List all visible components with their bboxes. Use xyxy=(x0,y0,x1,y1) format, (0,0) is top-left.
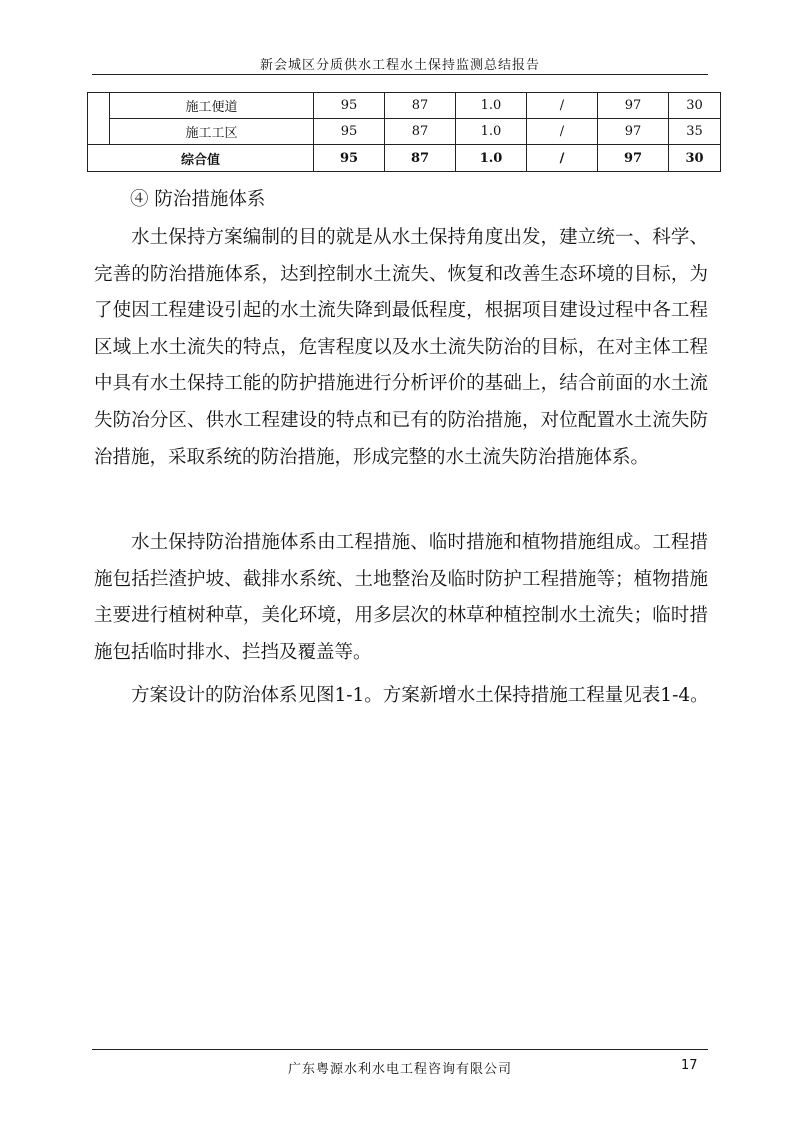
table-cell: 87 xyxy=(385,93,456,119)
row-name: 施工便道 xyxy=(110,93,314,119)
footer-company-name: 广东粤源水利水电工程咨询有限公司 xyxy=(287,1062,512,1077)
page-header-title: 新会城区分质供水工程水土保持监测总结报告 xyxy=(259,58,540,73)
total-label: 综合值 xyxy=(88,145,314,172)
footer-divider xyxy=(92,1049,708,1050)
table-cell: 1.0 xyxy=(456,145,527,172)
table-cell: 1.0 xyxy=(456,119,527,145)
table-cell: / xyxy=(527,93,598,119)
table-cell: 87 xyxy=(385,145,456,172)
table-row xyxy=(88,119,721,145)
table-cell: / xyxy=(527,119,598,145)
table-cell: 35 xyxy=(669,119,721,145)
body-paragraph-1: 水土保持方案编制的目的就是从水土保持角度出发，建立统一、科学、完善的防治措施体系，达到控制水土流失、恢复和改善生态环境的目标，为了使因工程建设引起的水土流失降到最低程度，根据项目建设过程中各工程区域上水土流失的特点，危害程度以及水土流失防治的目标，在对主体工程中具有水土保持工能的防护措施进行分析评价的基础上，结合前面的水土流失防冶分区、供水工程建设的特点和已有的防治措施，对位配置水土流失防治措施，采取系统的防治措施，形成完整的水土流失防治措施体系。 xyxy=(94,227,708,468)
merged-category-cell xyxy=(88,93,110,145)
table-row xyxy=(88,93,721,119)
table-cell: 30 xyxy=(669,145,721,172)
page-number: 17 xyxy=(681,1058,698,1073)
table-cell: 87 xyxy=(385,119,456,145)
table-cell: 95 xyxy=(314,119,385,145)
header-divider xyxy=(92,74,708,75)
table-cell: 95 xyxy=(314,93,385,119)
table-cell: / xyxy=(527,145,598,172)
table-cell: 97 xyxy=(598,93,669,119)
data-table xyxy=(87,92,721,172)
section-subheading: ④ 防治措施体系 xyxy=(130,189,266,210)
table-cell: 1.0 xyxy=(456,93,527,119)
table-total-row xyxy=(88,145,721,172)
table-cell: 97 xyxy=(598,119,669,145)
table-cell: 95 xyxy=(314,145,385,172)
row-name: 施工工区 xyxy=(110,119,314,145)
body-paragraph-3: 方案设计的防治体系见图1-1。方案新增水土保持措施工程量见表1-4。 xyxy=(131,685,709,706)
table-cell: 30 xyxy=(669,93,721,119)
table-cell: 97 xyxy=(598,145,669,172)
body-paragraph-2: 水土保持防治措施体系由工程措施、临时措施和植物措施组成。工程措施包括拦渣护坡、截排水系统、土地整治及临时防护工程措施等；植物措施主要进行植树种草，美化环境，用多层次的林草种植控制水土流失；临时措施包括临时排水、拦挡及覆盖等。 xyxy=(94,532,708,663)
